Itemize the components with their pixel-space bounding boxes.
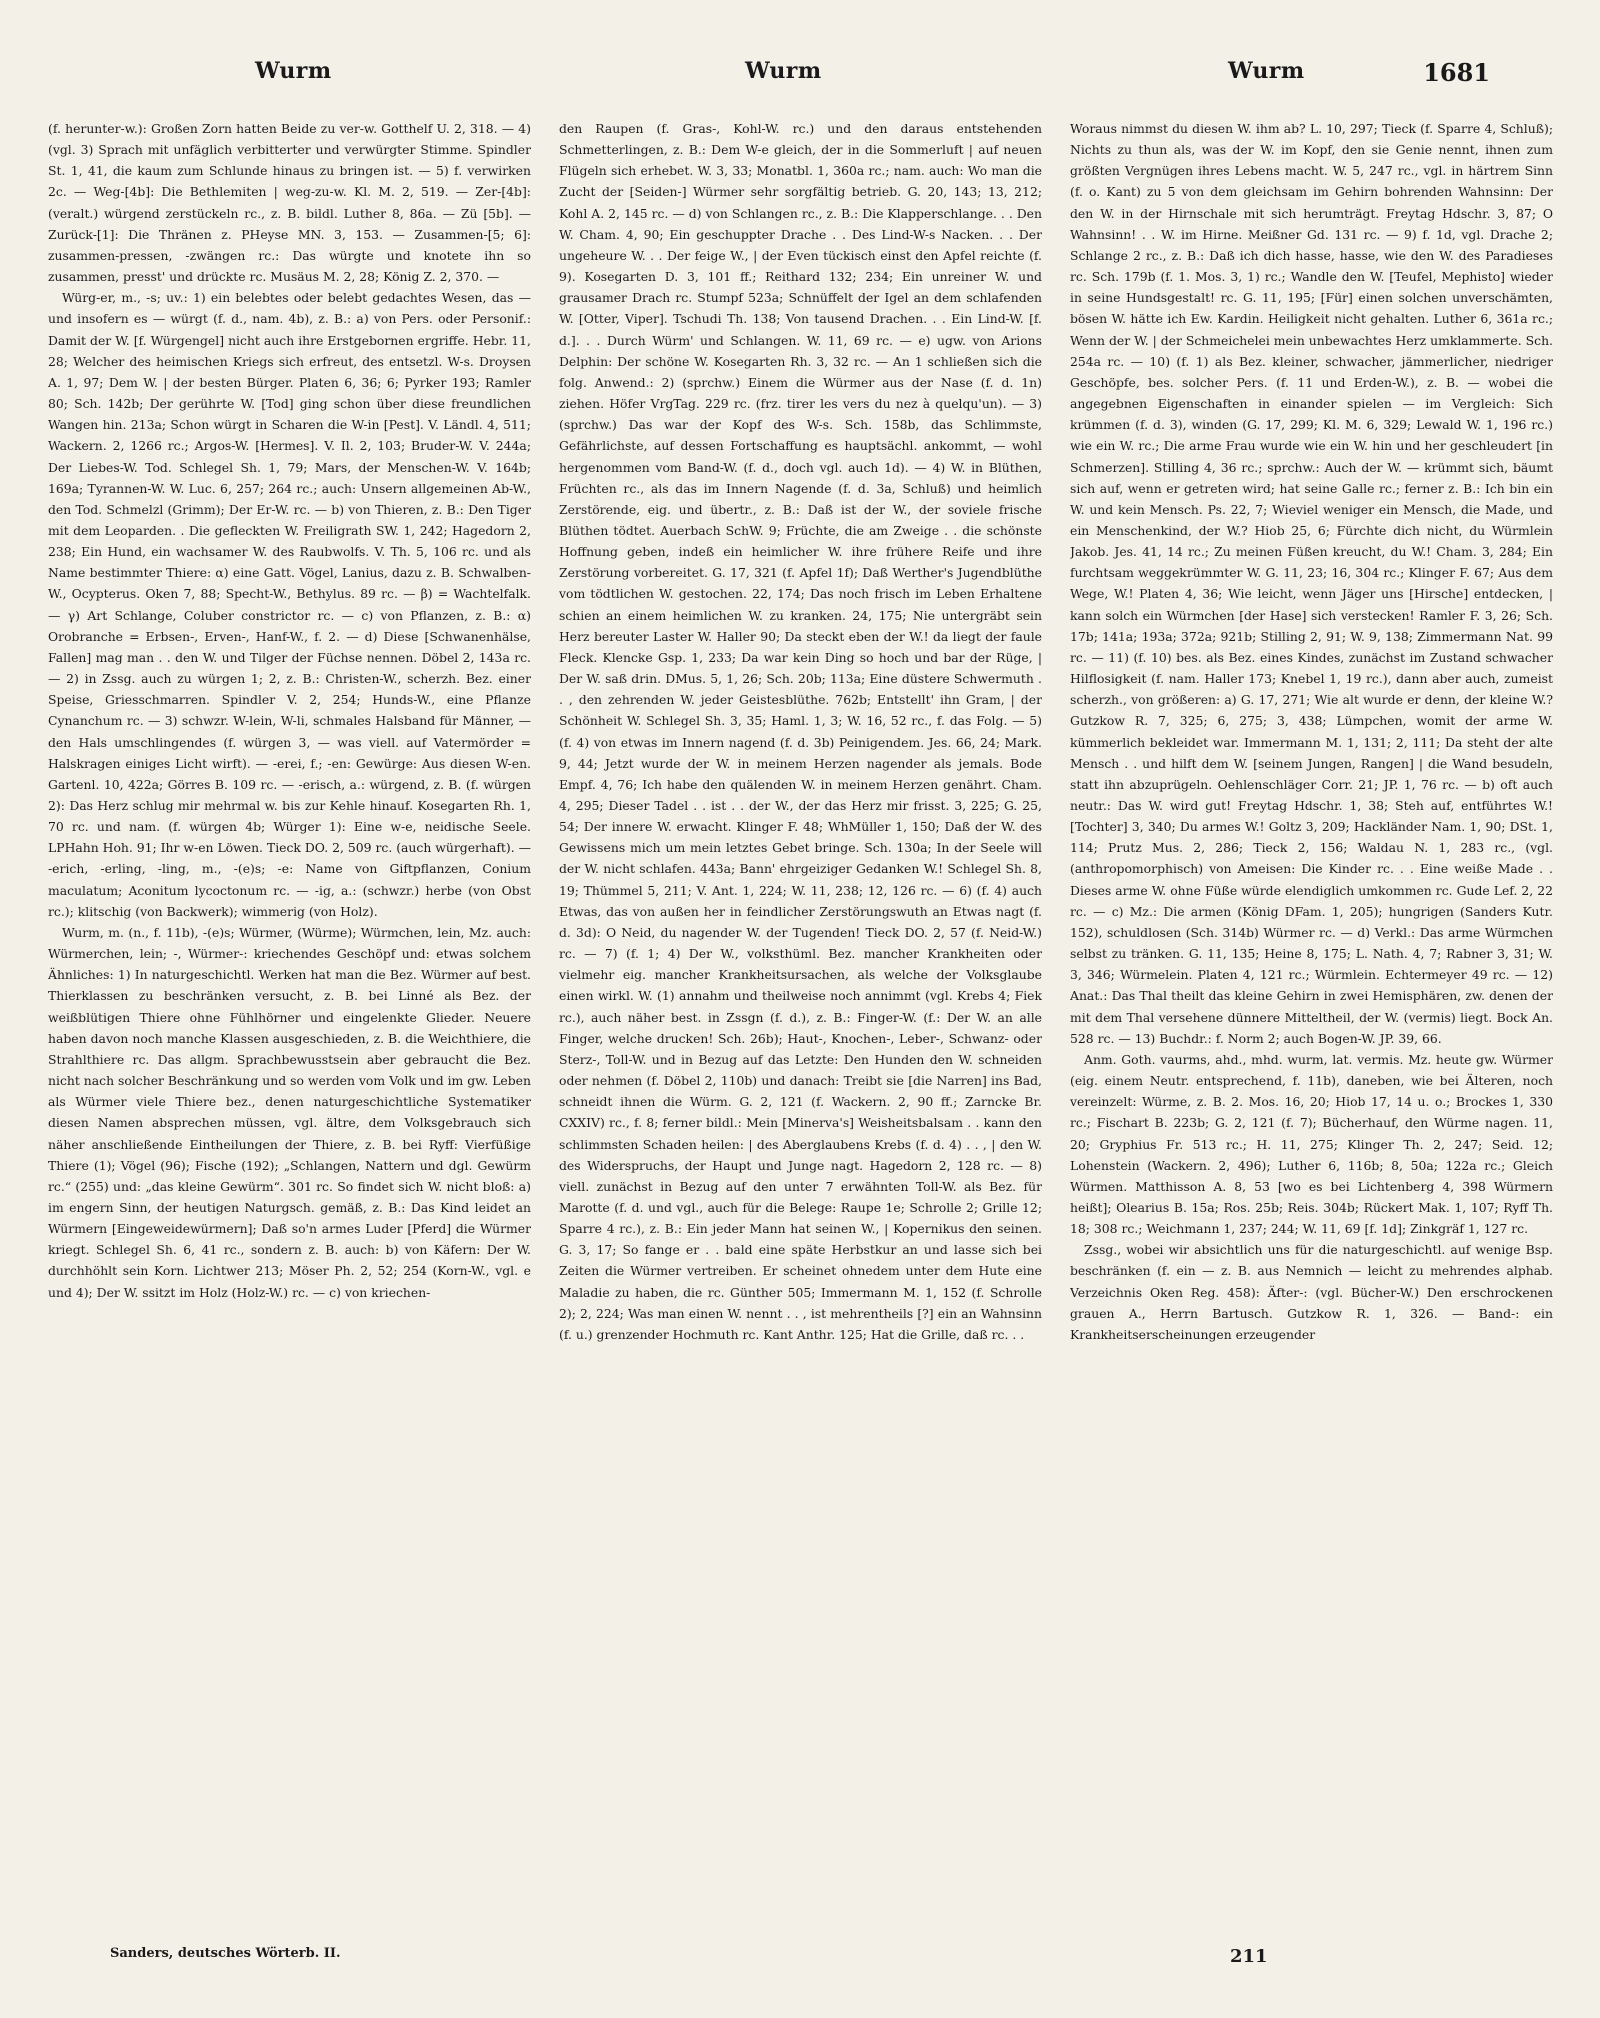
running-head bbox=[0, 58, 1600, 98]
column-right bbox=[1070, 118, 1553, 1938]
paragraph: den Raupen (f. Gras-, Kohl-W. rc.) und den daraus entstehenden Schmetterlingen, z. B.: Dem W-e gleich, der in die Sommerluft | auf neuen Flügeln sich erhebet. W. 3, 33; Monatbl. 1, 360a rc.; nam. auch: Wo man die Zucht der [Seiden-] Würmer sehr sorgfältig betrieb. G. 20, 143; 13, 212; Kohl A. 2, 145 rc. — d) von Schlangen rc., z. B.: Die Klapperschlange. . . Den W. Cham. 4, 90; Ein geschuppter Drache . . Des Lind-W-s Nacken. . . Der ungeheure W. . . Der feige W., | der Even tückisch einst den Apfel reichte (f. 9). Kosegarten D. 3, 101 ff.; Reithard 132; 234; Ein unreiner W. und grausamer Drach rc. Stumpf 523a; Schnüffelt der Igel an dem schlafenden W. [Otter, Viper]. Tschudi Th. 138; Von tausend Drachen. . . Ein Lind-W. [f. d.]. . . Durch Würm' und Schlangen. W. 11, 69 rc. — e) ugw. von Arions Delphin: Der schöne W. Kosegarten Rh. 3, 32 rc. — An 1 schließen sich die folg. Anwend.: 2) (sprchw.) Einem die Würmer aus der Nase (f. d. 1n) ziehen. Höfer VrgTag. 229 rc. (frz. tirer les vers du nez à quelqu'un). — 3) (sprchw.) Das war der Kopf des W-s. Sch. 158b, das Schlimmste, Gefährlichste, auf dessen Fortschaffung es hauptsächl. ankommt, — wohl hergenommen vom Band-W. (f. d., doch vgl. auch 1d). — 4) W. in Blüthen, Früchten rc., als das im Innern Nagende (f. d. 3a, Schluß) und heimlich Zerstörende, eig. und übertr., z. B.: Daß ist der W., der soviele frische Blüthen tödtet. Auerbach SchW. 9; Früchte, die am Zweige . . die schönste Hoffnung geben, indeß ein heimlicher W. ihre frühere Reife und ihre Zerstörung vorbereitet. G. 17, 321 (f. Apfel 1f); Daß Werther's Jugendblüthe vom tödtlichen W. gestochen. 22, 174; Das noch frisch im Leben Erhaltene schien an einem heimlichen W. zu kranken. 24, 175; Nie untergräbt sein Herz bereuter Laster W. Haller 90; Da steckt eben der W.! da liegt der faule Fleck. Klencke Gsp. 1, 233; Da war kein Ding so hoch und bar der Rüge, | Der W. saß drin. DMus. 5, 1, 26; Sch. 20b; 113a; Eine düstere Schwermuth . . , den zehrenden W. jeder Geistesblüthe. 762b; Entstellt' ihn Gram, | der Schönheit W. Schlegel Sh. 3, 35; Haml. 1, 3; W. 16, 52 rc., f. das Folg. — 5) (f. 4) von etwas im Innern nagend (f. d. 3b) Peinigendem. Jes. 66, 24; Mark. 9, 44; Jetzt wurde der W. in meinem Herzen nagender als jemals. Bode Empf. 4, 76; Ich habe den quälenden W. in meinem Herzen genährt. Cham. 4, 295; Dieser Tadel . . ist . . der W., der das Herz mir frisst. 3, 225; G. 25, 54; Der innere W. erwacht. Klinger F. 48; WhMüller 1, 150; Daß der W. des Gewissens mich um mein letztes Gebet bringe. Sch. 130a; In der Seele will der W. nicht schlafen. 443a; Bann' ehrgeiziger Gedanken W.! Schlegel Sh. 8, 19; Thümmel 5, 211; V. Ant. 1, 224; W. 11, 238; 12, 126 rc. — 6) (f. 4) auch Etwas, das von außen her in feindlicher Zerstörungswuth an Etwas nagt (f. d. 3d): O Neid, du nagender W. der Tugenden! Tieck DO. 2, 57 (f. Neid-W.) rc. — 7) (f. 1; 4) Der W., volksthüml. Bez. mancher Krankheiten oder vielmehr eig. mancher Krankheitsursachen, als welche der Volksglaube einen wirkl. W. (1) annahm und theilweise noch annimmt (vgl. Krebs 4; Fiek rc.), auch näher best. in Zssgn (f. d.), z. B.: Finger-W. (f.: Der W. an alle Finger, welche drucken! Sch. 26b); Haut-, Knochen-, Leber-, Schwanz- oder Sterz-, Toll-W. und in Bezug auf das Letzte: Den Hunden den W. schneiden oder nehmen (f. Döbel 2, 110b) und danach: Treibt sie [die Narren] ins Bad, schneidt ihnen die Würm. G. 2, 121 (f. Wackern. 2, 90 ff.; Zarncke Br. CXXIV) rc., f. 8; ferner bildl.: Mein [Minerva's] Weisheitsbalsam . . kann den schlimmsten Schaden heilen: | des Aberglaubens Krebs (f. d. 4) . . , | den W. des Widerspruchs, der Haupt und Junge nagt. Hagedorn 2, 128 rc. — 8) viell. zunächst in Bezug auf den unter 7 erwähnten Toll-W. als Bez. für Marotte (f. d. und vgl., auch für die Belege: Raupe 1e; Schrolle 2; Grille 12; Sparre 4 rc.), z. B.: Ein jeder Mann hat seinen W., | Kopernikus den seinen. G. 3, 17; So fange er . . bald eine späte Herbstkur an und lasse sich bei Zeiten die Würmer vertreiben. Er scheinet ohnedem unter dem Hute eine Maladie zu haben, die rc. Günther 505; Immermann M. 1, 152 (f. Schrolle 2); 2, 224; Was man einen W. nennt . . , ist mehrentheils [?] ein an Wahnsinn (f. u.) grenzender Hochmuth rc. Kant Anthr. 125; Hat die Grille, daß rc. . . bbox=[559, 121, 1042, 1342]
paragraph: Woraus nimmst du diesen W. ihm ab? L. 10, 297; Tieck (f. Sparre 4, Schluß); Nichts zu thun als, was der W. im Kopf, den sie Genie nennt, ihnen zum größten Vergnügen ihres Lebens macht. W. 5, 247 rc., vgl. in härtrem Sinn (f. o. Kant) zu 5 von dem gleichsam im Gehirn bohrenden Wahnsinn: Der den W. in der Hirnschale mit sich herumträgt. Freytag Hdschr. 3, 87; O Wahnsinn! . . W. im Hirne. Meißner Gd. 131 rc. — 9) f. 1d, vgl. Drache 2; Schlange 2 rc., z. B.: Daß ich dich hasse, hasse, wie den W. des Paradieses rc. Sch. 179b (f. 1. Mos. 3, 1) rc.; Wandle den W. [Teufel, Mephisto] wieder in seine Hundsgestalt! rc. G. 11, 195; [Für] einen solchen unverschämten, bösen W. hätte ich Ew. Kardin. Heiligkeit nicht gehalten. Luther 6, 361a rc.; Wenn der W. | der Schmeichelei mein unbewachtes Herz umklammerte. Sch. 254a rc. — 10) (f. 1) als Bez. kleiner, schwacher, jämmerlicher, niedriger Geschöpfe, bes. solcher Pers. (f. 11 und Erden-W.), z. B. — wobei die angegebnen Eigenschaften in einander spielen — im Vergleich: Sich krümmen (f. d. 3), winden (G. 17, 299; Kl. M. 6, 329; Lewald W. 1, 196 rc.) wie ein W. rc.; Die arme Frau wurde wie ein W. hin und her geschleudert [in Schmerzen]. Stilling 4, 36 rc.; sprchw.: Auch der W. — krümmt sich, bäumt sich auf, wenn er getreten wird; hat seine Galle rc.; ferner z. B.: Ich bin ein W. und kein Mensch. Ps. 22, 7; Wieviel weniger ein Mensch, die Made, und ein Menschenkind, der W.? Hiob 25, 6; Fürchte dich nicht, du Würmlein Jakob. Jes. 41, 14 rc.; Zu meinen Füßen kreucht, du W.! Cham. 3, 284; Ein furchtsam weggekrümmter W. G. 11, 23; 16, 304 rc.; Klinger F. 67; Aus dem Wege, W.! Platen 4, 36; Wie leicht, wenn Jäger uns [Hirsche] entdecken, | kann solch ein Würmchen [der Hase] sich verstecken! Ramler F. 3, 26; Sch. 17b; 141a; 193a; 372a; 921b; Stilling 2, 91; W. 9, 138; Zimmermann Nat. 99 rc. — 11) (f. 10) bes. als Bez. eines Kindes, zunächst im Zustand schwacher Hilflosigkeit (f. nam. Haller 173; Knebel 1, 19 rc.), dann aber auch, zumeist scherzh., von größeren: a) G. 17, 271; Wie alt wurde er denn, der kleine W.? Gutzkow R. 7, 325; 6, 275; 3, 438; Lümpchen, womit der arme W. kümmerlich bekleidet war. Immermann M. 1, 131; 2, 111; Da steht der alte Mensch . . und hilft dem W. [seinem Jungen, Rangen] | die Wand besudeln, statt ihn abzuprügeln. Oehlenschläger Corr. 21; JP. 1, 76 rc. — b) oft auch neutr.: Das W. wird gut! Freytag Hdschr. 1, 38; Steh auf, entführtes W.! [Tochter] 3, 340; Du armes W.! Goltz 3, 209; Hackländer Nam. 1, 90; DSt. 1, 114; Prutz Mus. 2, 286; Tieck 2, 156; Waldau N. 1, 283 rc., (vgl. (anthropomorphisch) von Ameisen: Die Kinder rc. . . Eine weiße Made . . Dieses arme W. ohne Füße würde elendiglich umkommen rc. Gude Lef. 2, 22 rc. — c) Mz.: Die armen (König DFam. 1, 205); hungrigen (Sanders Kutr. 152), schuldlosen (Sch. 314b) Würmer rc. — d) Verkl.: Das arme Würmchen selbst zu tränken. G. 11, 135; Heine 8, 175; L. Nath. 4, 7; Rabner 3, 31; W. 3, 346; Würmelein. Platen 4, 121 rc.; Würmlein. Echtermeyer 49 rc. — 12) Anat.: Das Thal theilt das kleine Gehirn in zwei Hemisphären, zw. denen der mit dem Thal versehene dünnere Mitteltheil, der W. (vermis) liegt. Bock An. 528 rc. — 13) Buchdr.: f. Norm 2; auch Bogen-W. JP. 39, 66. bbox=[1070, 121, 1553, 1046]
running-head-center: Wurm bbox=[745, 58, 822, 84]
footer-source-line: Sanders, deutsches Wörterb. II. bbox=[110, 1946, 341, 1961]
text-columns bbox=[48, 118, 1553, 1938]
running-head-left: Wurm bbox=[255, 58, 332, 84]
page-number: 1681 bbox=[1423, 58, 1490, 87]
printer-signature: 211 bbox=[1230, 1946, 1268, 1967]
paragraph: (f. herunter-w.): Großen Zorn hatten Beide zu ver-w. Gotthelf U. 2, 318. — 4) (vgl. 3) Sprach mit unfäglich verbitterter und verwürgter Stimme. Spindler St. 1, 41, die kaum zum Schlunde hinaus zu bringen ist. — 5) f. verwirken 2c. — Weg-[4b]: Die Bethlemiten | weg-zu-w. Kl. M. 2, 519. — Zer-[4b]: (veralt.) würgend zerstückeln rc., z. B. bildl. Luther 8, 86a. — Zü [5b]. — Zurück-[1]: Die Thränen z. PHeyse MN. 3, 153. — Zusammen-[5; 6]: zusammen-pressen, -zwängen rc.: Das würgte und knotete ihn so zusammen, presst' und drückte rc. Musäus M. 2, 28; König Z. 2, 370. — bbox=[48, 121, 531, 285]
running-head-right: Wurm bbox=[1228, 58, 1305, 84]
column-middle bbox=[559, 118, 1042, 1938]
paragraph: Wurm, m. (n., f. 11b), -(e)s; Würmer, (Würme); Würmchen, lein, Mz. auch: Würmerchen, lein; -, Würmer-: kriechendes Geschöpf und: etwas solchem Ähnliches: 1) In naturgeschichtl. Werken hat man die Bez. Würmer auf best. Thierklassen zu beschränken versucht, z. B. bei Linné als Bez. der weißblütigen Thiere ohne Fühlhörner und eingelenkte Glieder. Neuere haben davon noch manche Klassen ausgeschieden, z. B. die Weichthiere, die Strahlthiere rc. Das allgm. Sprachbewusstsein aber gebraucht die Bez. nicht nach solcher Beschränkung und so werden vom Volk und im gw. Leben als Würmer viele Thiere bez., denen naturgeschichtliche Systematiker diesen Namen absprechen müssen, vgl. ältre, dem Volksgebrauch sich näher anschließende Eintheilungen der Thiere, z. B. bei Ryff: Vierfüßige Thiere (1); Vögel (96); Fische (192); „Schlangen, Nattern und dgl. Gewürm rc.“ (255) und: „das kleine Gewürm“. 301 rc. So findet sich W. nicht bloß: a) im engern Sinn, der heutigen Naturgsch. gemäß, z. B.: Das Kind leidet an Würmern [Eingeweidewürmern]; Daß so'n armes Luder [Pferd] die Würmer kriegt. Schlegel Sh. 6, 41 rc., sondern z. B. auch: b) von Käfern: Der W. durchhöhlt sein Korn. Lichtwer 213; Möser Ph. 2, 52; 254 (Korn-W., vgl. e und 4); Der W. ssitzt im Holz (Holz-W.) rc. — c) von kriechen- bbox=[48, 924, 531, 1300]
paragraph: Würg-er, m., -s; uv.: 1) ein belebtes oder belebt gedachtes Wesen, das — und insofern es — würgt (f. d., nam. 4b), z. B.: a) von Pers. oder Personif.: Damit der W. [f. Würgengel] nicht auch ihre Erstgebornen ergriffe. Hebr. 11, 28; Welcher des heimischen Kriegs sich erfreut, des entsetzl. W-s. Droysen A. 1, 97; Dem W. | der besten Bürger. Platen 6, 36; 6; Pyrker 193; Ramler 80; Sch. 142b; Der gerührte W. [Tod] ging schon über diese freundlichen Wangen hin. 213a; Schon würgt in Scharen die W-in [Pest]. V. Ländl. 4, 511; Wackern. 2, 1266 rc.; Argos-W. [Hermes]. V. Il. 2, 103; Bruder-W. V. 244a; Der Liebes-W. Tod. Schlegel Sh. 1, 79; Mars, der Menschen-W. V. 164b; 169a; Tyrannen-W. W. Luc. 6, 257; 264 rc.; auch: Unsern allgemeinen Ab-W., den Tod. Schmelzl (Grimm); Der Er-W. rc. — b) von Thieren, z. B.: Den Tiger mit dem Leoparden. . Die gefleckten W. Freiligrath SW. 1, 242; Hagedorn 2, 238; Ein Hund, ein wachsamer W. des Raubwolfs. V. Th. 5, 106 rc. und als Name bestimmter Thiere: α) eine Gatt. Vögel, Lanius, dazu z. B. Schwalben-W., Ocypterus. Oken 7, 88; Specht-W., Bethylus. 89 rc. — β) = Wachtelfalk. — γ) Art Schlange, Coluber constrictor rc. — c) von Pflanzen, z. B.: α) Orobranche = Erbsen-, Erven-, Hanf-W., f. 2. — d) Diese [Schwanenhälse, Fallen] mag man . . den W. und Tilger der Füchse nennen. Döbel 2, 143a rc. — 2) in Zssg. auch zu würgen 1; 2, z. B.: Christen-W., scherzh. Bez. einer Speise, Griesschmarren. Spindler V. 2, 254; Hunds-W., eine Pflanze Cynanchum rc. — 3) schwzr. W-lein, W-li, schmales Halsband für Männer, — den Hals umschlingendes (f. würgen 3, — was viell. auf Vatermörder = Halskragen einiges Licht wirft). — -erei, f.; -en: Gewürge: Aus diesen W-en. Gartenl. 10, 422a; Görres B. 109 rc. — -erisch, a.: würgend, z. B. (f. würgen 2): Das Herz schlug mir mehrmal w. bis zur Kehle hinauf. Kosegarten Rh. 1, 70 rc. und nam. (f. würgen 4b; Würger 1): Eine w-e, neidische Seele. LPHahn Hoh. 91; Ihr w-en Löwen. Tieck DO. 2, 509 rc. (auch würgerhaft). — -erich, -erling, -ling, m., -(e)s; -e: Name von Giftpflanzen, Conium maculatum; Aconitum lycoctonum rc. — -ig, a.: (schwzr.) herbe (von Obst rc.); klitschig (von Backwerk); wimmerig (von Holz). bbox=[48, 290, 531, 919]
column-left bbox=[48, 118, 531, 1938]
paragraph: Anm. Goth. vaurms, ahd., mhd. wurm, lat. vermis. Mz. heute gw. Würmer (eig. einem Neutr. entsprechend, f. 11b), daneben, wie bei Älteren, noch vereinzelt: Würme, z. B. 2. Mos. 16, 20; Hiob 17, 14 u. o.; Brockes 1, 330 rc.; Fischart B. 223b; G. 2, 121 (f. 7); Bücherhauf, den Würme nagen. 11, 20; Gryphius Fr. 513 rc.; H. 11, 275; Klinger Th. 2, 247; Seid. 12; Lohenstein (Wackern. 2, 496); Luther 6, 116b; 8, 50a; 122a rc.; Gleich Würmen. Matthisson A. 8, 53 [wo es bei Lichtenberg 4, 398 Würmern heißt]; Olearius B. 15a; Ros. 25b; Reis. 304b; Rückert Mak. 1, 107; Ryff Th. 18; 308 rc.; Weichmann 1, 237; 244; W. 11, 69 [f. 1d]; Zinkgräf 1, 127 rc. bbox=[1070, 1051, 1553, 1237]
paragraph: Zssg., wobei wir absichtlich uns für die naturgeschichtl. auf wenige Bsp. beschränken (f. ein — z. B. aus Nemnich — leicht zu mehrendes alphab. Verzeichnis Oken Reg. 458): Äfter-: (vgl. Bücher-W.) Den erschrockenen grauen A., Herrn Bartusch. Gutzkow R. 1, 326. — Band-: ein Krankheitserscheinungen erzeugender bbox=[1070, 1242, 1553, 1342]
